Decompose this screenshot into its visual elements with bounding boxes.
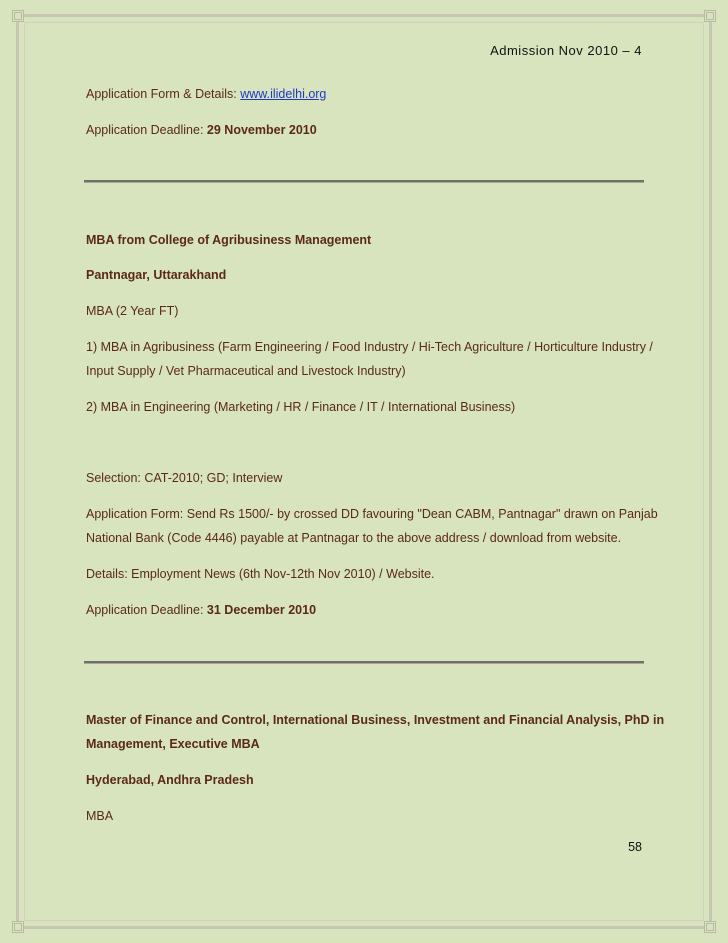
institute-location: Pantnagar, Uttarakhand bbox=[86, 268, 227, 282]
deadline-label: Application Deadline: bbox=[86, 123, 207, 137]
running-header: Admission Nov 2010 – 4 bbox=[490, 43, 642, 58]
application-form-line1: Application Form: Send Rs 1500/- by crossed DD favouring "Dean CABM, Pantnagar" drawn on Panjab bbox=[86, 507, 658, 521]
institute-location: Hyderabad, Andhra Pradesh bbox=[86, 773, 254, 787]
application-form-line2: National Bank (Code 4446) payable at Pantnagar to the above address / download from website. bbox=[86, 531, 622, 545]
deadline-label: Application Deadline: bbox=[86, 603, 207, 617]
page-number: 58 bbox=[628, 840, 642, 854]
institute-title-line2: Management, Executive MBA bbox=[86, 737, 260, 751]
section-divider bbox=[84, 661, 644, 664]
application-deadline bbox=[86, 123, 317, 137]
application-deadline-2 bbox=[86, 603, 316, 617]
specialization-1-line2: Input Supply / Vet Pharmaceutical and Livestock Industry) bbox=[86, 364, 406, 378]
selection-process: Selection: CAT-2010; GD; Interview bbox=[86, 471, 283, 485]
specialization-2: 2) MBA in Engineering (Marketing / HR / Finance / IT / International Business) bbox=[86, 400, 516, 414]
deadline-value: 29 November 2010 bbox=[206, 123, 317, 137]
border-corner-ornament bbox=[704, 10, 716, 22]
deadline-value: 31 December 2010 bbox=[206, 603, 317, 617]
program-type: MBA bbox=[86, 809, 114, 823]
specialization-1-line1: 1) MBA in Agribusiness (Farm Engineering / Food Industry / Hi-Tech Agriculture / Horticulture Industry / bbox=[86, 340, 653, 354]
institute-title: MBA from College of Agribusiness Management bbox=[86, 233, 372, 247]
program-type: MBA (2 Year FT) bbox=[86, 304, 179, 318]
institute-title-line1: Master of Finance and Control, International Business, Investment and Financial Analysis, PhD in bbox=[86, 713, 665, 727]
border-corner-ornament bbox=[704, 921, 716, 933]
section-divider bbox=[84, 180, 644, 183]
details-source: Details: Employment News (6th Nov-12th Nov 2010) / Website. bbox=[86, 567, 435, 581]
border-corner-ornament bbox=[12, 10, 24, 22]
application-form-details bbox=[86, 87, 326, 101]
border-corner-ornament bbox=[12, 921, 24, 933]
form-details-label: Application Form & Details: bbox=[86, 87, 241, 101]
website-link[interactable]: www.ilidelhi.org bbox=[240, 87, 327, 101]
